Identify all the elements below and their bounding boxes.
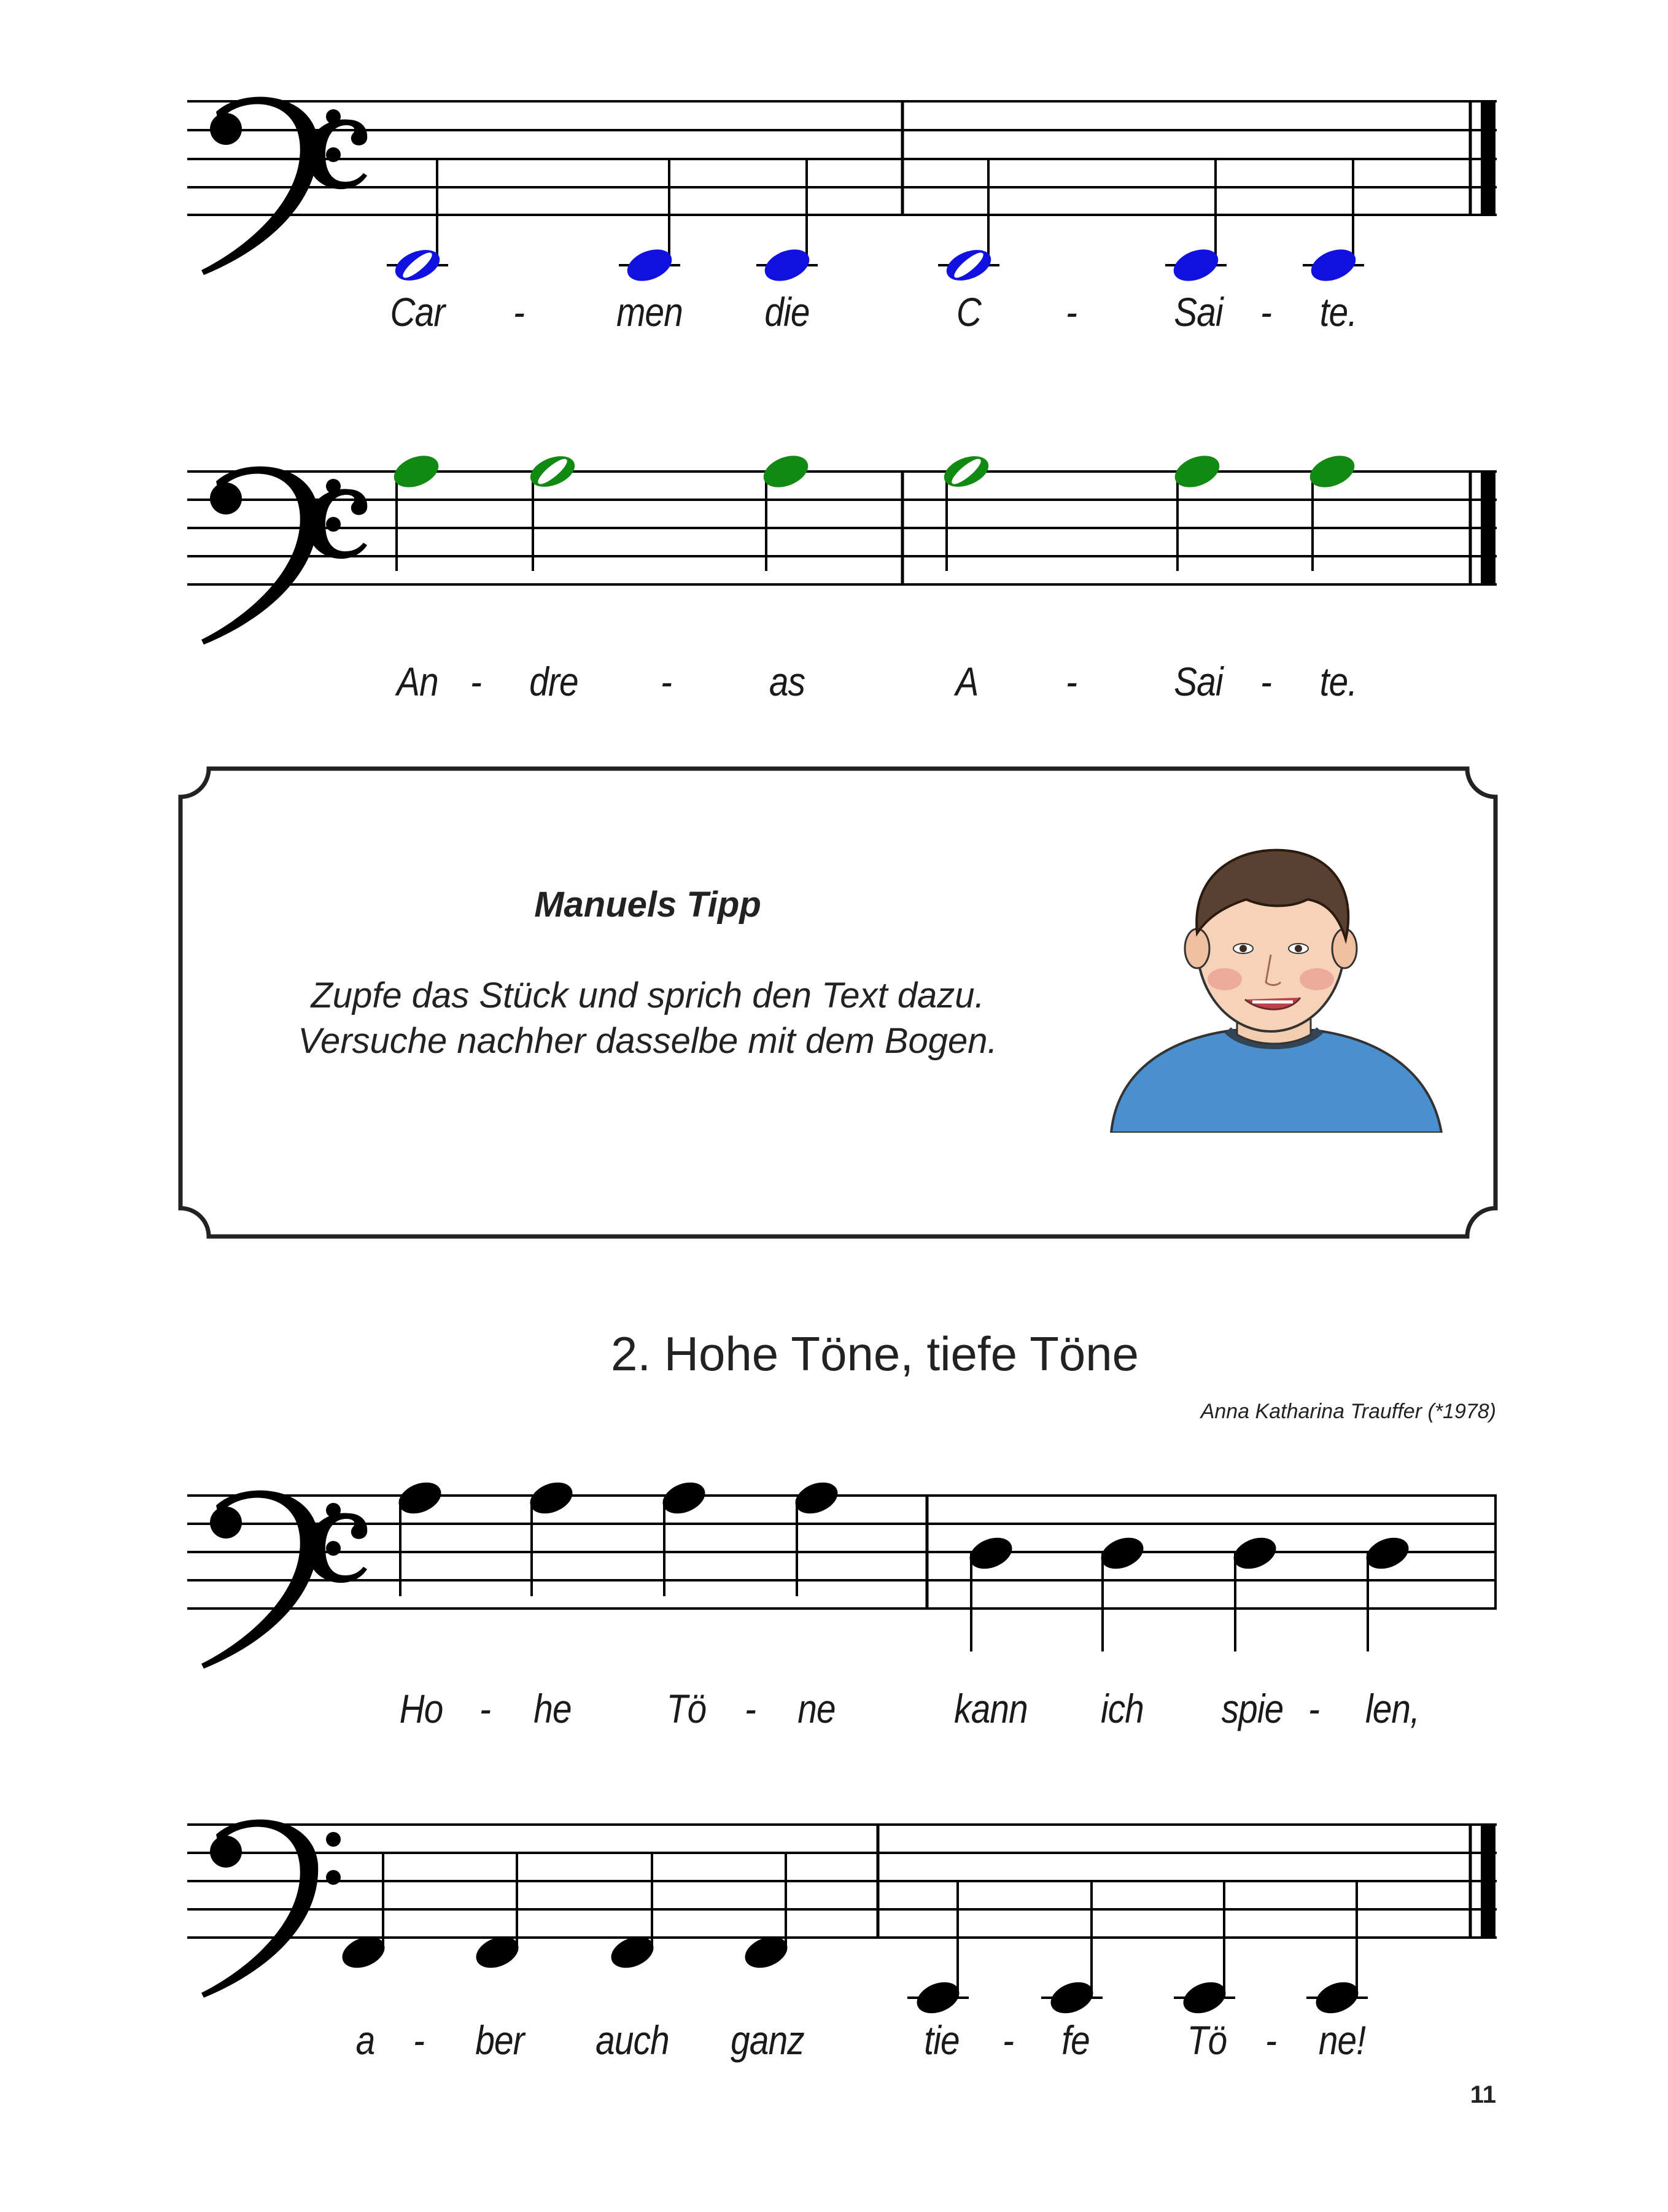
lyric-hyphen: - xyxy=(479,1686,491,1731)
quarter-note-d xyxy=(1229,1532,1281,1651)
half-note-c xyxy=(938,160,999,287)
lyric-syllable: Ho xyxy=(399,1686,443,1731)
quarter-note-a xyxy=(389,449,443,571)
quarter-note-g xyxy=(740,1853,792,1974)
lyric-hyphen: - xyxy=(1065,659,1077,704)
lyric-syllable: ne! xyxy=(1318,2017,1366,2063)
lyric-syllable: Sai xyxy=(1174,289,1223,335)
staff-4-notes xyxy=(338,1853,1368,2019)
lyric-syllable: Car xyxy=(390,289,445,335)
lyric-syllable: tie xyxy=(924,2017,960,2063)
lyric-syllable: he xyxy=(533,1686,572,1731)
lyric-syllable: ganz xyxy=(731,2017,804,2063)
lyric-syllable: ich xyxy=(1101,1686,1144,1731)
lyric-syllable: fe xyxy=(1061,2017,1090,2063)
quarter-note-a xyxy=(759,449,813,571)
quarter-note-c xyxy=(1041,1881,1103,2019)
quarter-note-c xyxy=(1306,1881,1368,2019)
lyric-syllable: as xyxy=(769,659,805,704)
quarter-note-c xyxy=(1303,158,1364,287)
lyric-syllable: die xyxy=(764,289,810,335)
page-number: 11 xyxy=(1470,2081,1496,2108)
lyric-hyphen: - xyxy=(470,659,482,704)
staff-3 xyxy=(187,1491,1497,1669)
quarter-note-high xyxy=(658,1477,710,1596)
lyric-hyphen: - xyxy=(660,659,672,704)
quarter-note-a xyxy=(1170,449,1224,571)
song-title: 2. Hohe Töne, tiefe Töne xyxy=(610,1327,1139,1381)
quarter-note-c xyxy=(619,158,680,287)
half-note-c xyxy=(387,160,448,287)
quarter-note-high xyxy=(394,1477,446,1596)
lyric-hyphen: - xyxy=(1260,659,1272,704)
quarter-note-high xyxy=(791,1477,842,1596)
tip-text-line-1: Zupfe das Stück und sprich den Text dazu. xyxy=(311,976,985,1015)
lyric-hyphen: - xyxy=(1002,2017,1014,2063)
lyric-hyphen: - xyxy=(744,1686,756,1731)
lyric-hyphen: - xyxy=(1065,289,1077,335)
lyric-syllable: spie xyxy=(1221,1686,1284,1731)
quarter-note-g xyxy=(607,1853,658,1974)
quarter-note-c xyxy=(907,1881,969,2019)
lyric-hyphen: - xyxy=(413,2017,425,2063)
lyric-syllable: kann xyxy=(954,1686,1028,1731)
lyric-syllable: ne xyxy=(797,1686,836,1731)
lyric-syllable: len, xyxy=(1365,1686,1420,1731)
lyric-syllable: ber xyxy=(475,2017,524,2063)
quarter-note-d xyxy=(1362,1532,1413,1651)
quarter-note-a xyxy=(1305,449,1359,571)
staff-3-notes xyxy=(394,1477,1413,1651)
tip-text-line-2: Versuche nachher dasselbe mit dem Bogen. xyxy=(298,1021,998,1061)
lyric-syllable: Tö xyxy=(666,1686,707,1731)
quarter-note-c xyxy=(1174,1881,1235,2019)
lyric-syllable: te. xyxy=(1319,289,1357,335)
quarter-note-g xyxy=(471,1853,523,1974)
final-barline-thick xyxy=(1481,100,1495,216)
quarter-note-c xyxy=(1165,158,1227,287)
composer-credit: Anna Katharina Trauffer (*1978) xyxy=(1200,1400,1496,1423)
lyric-syllable: auch xyxy=(595,2017,669,2063)
lyric-syllable: An xyxy=(397,659,438,704)
lyric-syllable: dre xyxy=(529,659,578,704)
lyric-hyphen: - xyxy=(1265,2017,1277,2063)
lyric-syllable: C xyxy=(956,289,982,335)
staff-2-notes xyxy=(389,449,1359,571)
lyric-syllable: a xyxy=(355,2017,375,2063)
lyric-syllable: men xyxy=(616,289,683,335)
lyric-syllable: Tö xyxy=(1187,2017,1227,2063)
half-note-a xyxy=(940,450,993,571)
quarter-note-high xyxy=(526,1477,577,1596)
half-note-a xyxy=(526,450,580,571)
lyric-hyphen: - xyxy=(1260,289,1272,335)
lyric-hyphen: - xyxy=(513,289,525,335)
lyric-hyphen: - xyxy=(1308,1686,1320,1731)
lyric-syllable: Sai xyxy=(1174,659,1223,704)
boy-portrait-image xyxy=(1105,835,1449,1133)
staff-1 xyxy=(187,97,1497,275)
lyric-syllable: te. xyxy=(1319,659,1357,704)
tip-title: Manuels Tipp xyxy=(534,885,761,925)
final-barline-thick xyxy=(1481,470,1495,586)
quarter-note-g xyxy=(338,1853,389,1974)
final-barline-thick xyxy=(1481,1823,1495,1939)
lyric-syllable: A xyxy=(955,659,979,704)
quarter-note-d xyxy=(1096,1532,1148,1651)
staff-1-notes xyxy=(387,158,1364,287)
quarter-note-c xyxy=(756,158,818,287)
quarter-note-d xyxy=(965,1532,1017,1651)
bass-clef-icon xyxy=(201,97,341,275)
staff-2 xyxy=(187,467,1497,645)
